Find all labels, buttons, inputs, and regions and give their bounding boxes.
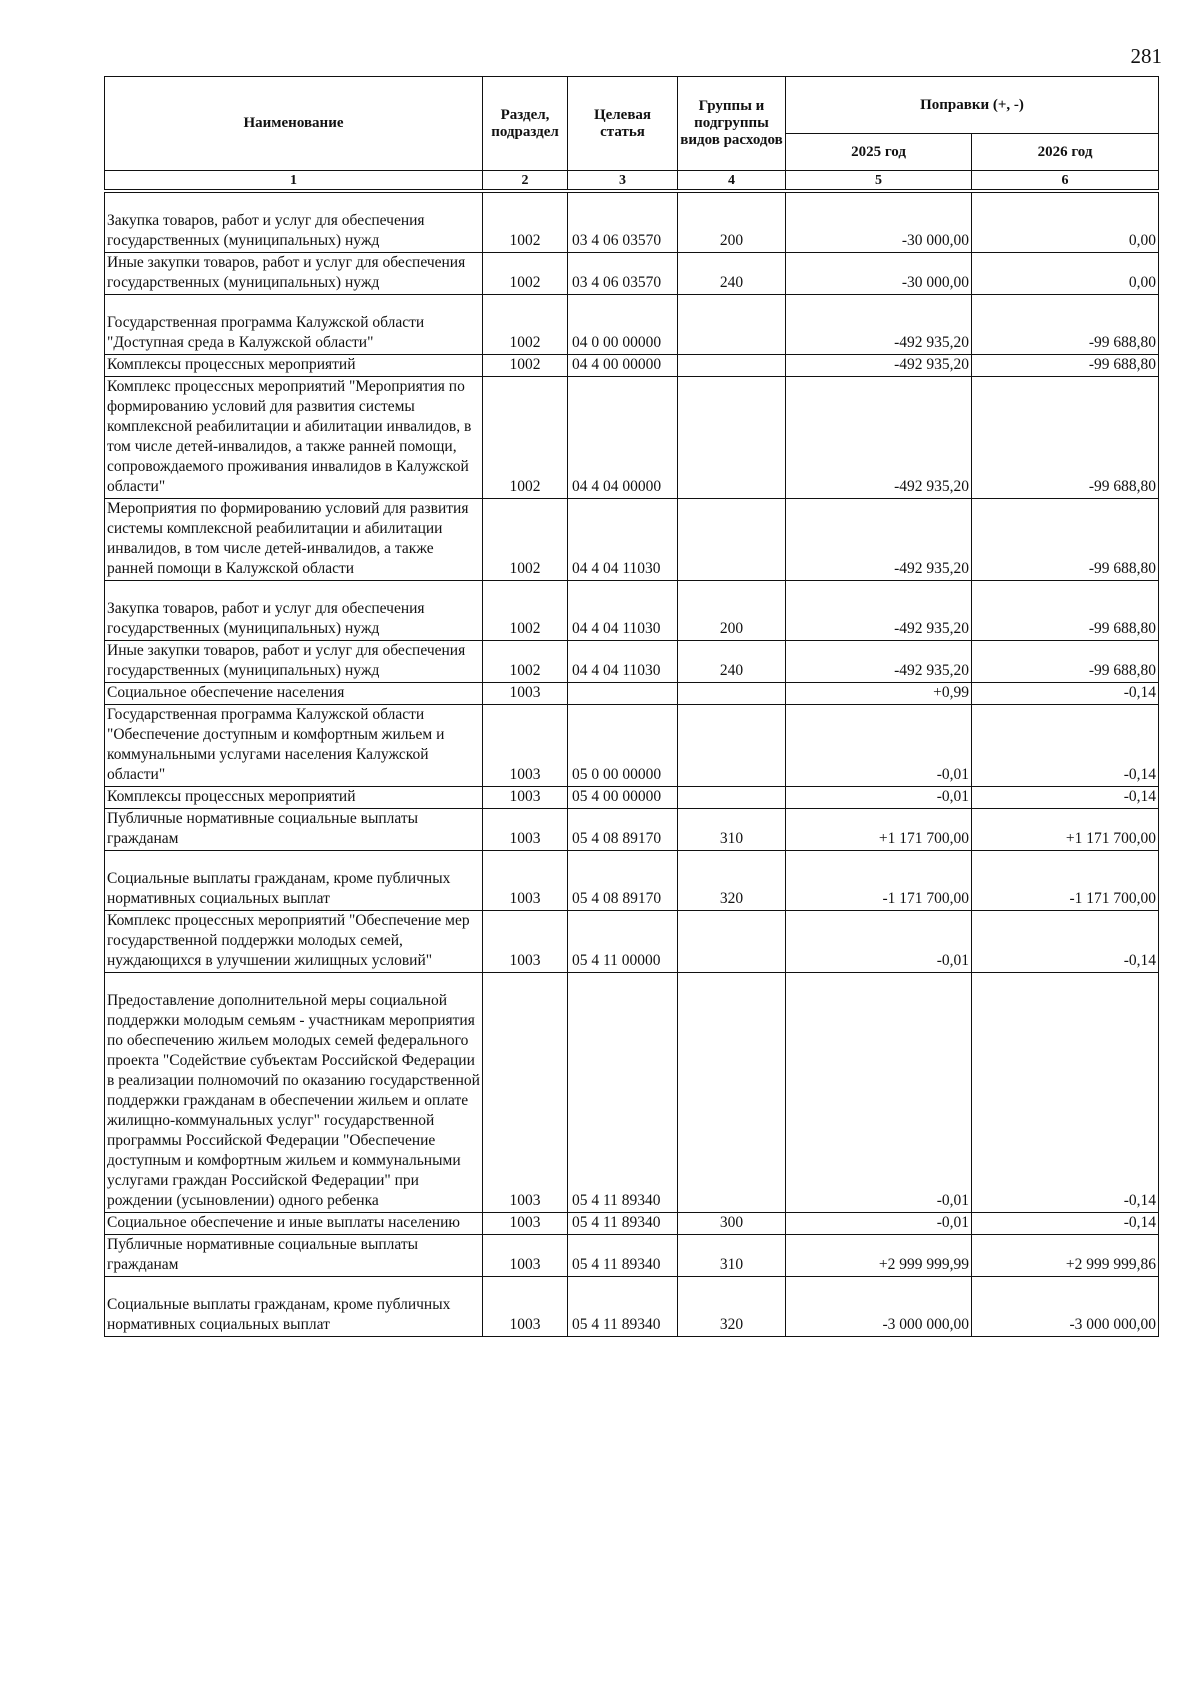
row-amount-2025: -1 171 700,00 (786, 851, 972, 911)
row-section-code: 1003 (483, 1213, 568, 1235)
table-body (105, 191, 1159, 1337)
row-section-code: 1003 (483, 911, 568, 973)
row-name: Мероприятия по формированию условий для развития системы комплексной реабилитации и абилитации инвалидов, в том числе детей-инвалидов, а также ранней помощи в Калужской области (105, 499, 483, 581)
row-section-code: 1002 (483, 499, 568, 581)
column-number-row (105, 171, 1159, 192)
row-amount-2025: +0,99 (786, 683, 972, 705)
row-target-article: 05 4 11 89340 (568, 1277, 678, 1337)
row-amount-2026: -0,14 (972, 1213, 1159, 1235)
header-target-article: Целевая статья (568, 77, 678, 171)
row-amount-2025: -0,01 (786, 1213, 972, 1235)
column-number: 1 (105, 171, 483, 192)
row-amount-2026: +2 999 999,86 (972, 1235, 1159, 1277)
row-amount-2026: -99 688,80 (972, 581, 1159, 641)
row-name: Иные закупки товаров, работ и услуг для обеспечения государственных (муниципальных) нужд (105, 253, 483, 295)
row-expense-group: 240 (678, 641, 786, 683)
row-name: Социальные выплаты гражданам, кроме публичных нормативных социальных выплат (105, 851, 483, 911)
header-amendments: Поправки (+, -) (786, 77, 1159, 134)
row-name: Закупка товаров, работ и услуг для обеспечения государственных (муниципальных) нужд (105, 581, 483, 641)
table-header (105, 77, 1159, 192)
row-expense-group: 320 (678, 851, 786, 911)
row-target-article: 04 0 00 00000 (568, 295, 678, 355)
row-section-code: 1002 (483, 253, 568, 295)
row-amount-2026: -0,14 (972, 787, 1159, 809)
row-section-code: 1003 (483, 1277, 568, 1337)
row-amount-2026: -99 688,80 (972, 641, 1159, 683)
row-target-article: 05 4 00 00000 (568, 787, 678, 809)
table-row (105, 253, 1159, 295)
row-amount-2025: -492 935,20 (786, 377, 972, 499)
header-section: Раздел, подраздел (483, 77, 568, 171)
row-amount-2026: -0,14 (972, 705, 1159, 787)
row-target-article: 03 4 06 03570 (568, 191, 678, 253)
row-section-code: 1003 (483, 809, 568, 851)
row-section-code: 1003 (483, 973, 568, 1213)
row-amount-2025: -0,01 (786, 973, 972, 1213)
row-target-article: 04 4 04 00000 (568, 377, 678, 499)
row-amount-2026: 0,00 (972, 253, 1159, 295)
table-row (105, 355, 1159, 377)
row-amount-2025: -30 000,00 (786, 191, 972, 253)
row-name: Закупка товаров, работ и услуг для обеспечения государственных (муниципальных) нужд (105, 191, 483, 253)
row-expense-group: 300 (678, 1213, 786, 1235)
row-target-article: 05 4 08 89170 (568, 809, 678, 851)
row-amount-2026: -99 688,80 (972, 377, 1159, 499)
table-row (105, 581, 1159, 641)
row-section-code: 1002 (483, 295, 568, 355)
row-section-code: 1003 (483, 787, 568, 809)
table-row (105, 851, 1159, 911)
row-amount-2025: -492 935,20 (786, 355, 972, 377)
table-row (105, 191, 1159, 253)
row-expense-group: 310 (678, 809, 786, 851)
table-row (105, 499, 1159, 581)
row-target-article: 05 4 11 89340 (568, 1235, 678, 1277)
row-target-article (568, 683, 678, 705)
row-name: Государственная программа Калужской области "Обеспечение доступным и комфортным жильем и коммунальными услугами населения Калужской области" (105, 705, 483, 787)
row-expense-group (678, 499, 786, 581)
row-name: Комплекс процессных мероприятий "Обеспечение мер государственной поддержки молодых семей, нуждающихся в улучшении жилищных условий" (105, 911, 483, 973)
row-target-article: 05 0 00 00000 (568, 705, 678, 787)
row-target-article: 03 4 06 03570 (568, 253, 678, 295)
row-amount-2026: 0,00 (972, 191, 1159, 253)
row-amount-2025: +2 999 999,99 (786, 1235, 972, 1277)
table-row (105, 787, 1159, 809)
column-number: 4 (678, 171, 786, 192)
row-name: Публичные нормативные социальные выплаты гражданам (105, 1235, 483, 1277)
header-name: Наименование (105, 77, 483, 171)
row-name: Предоставление дополнительной меры социальной поддержки молодым семьям - участникам мероприятия по обеспечению жильем молодых семей федерального проекта "Содействие субъектам Российской Федерации в реализации полномочий по оказанию государственной поддержки гражданам в обеспечении жильем и оплате жилищно-коммунальных услуг" государственной программы Российской Федерации "Обеспечение доступным и комфортным жильем и коммунальными услугами граждан Российской Федерации" при рождении (усыновлении) одного ребенка (105, 973, 483, 1213)
row-target-article: 04 4 04 11030 (568, 581, 678, 641)
table-row (105, 377, 1159, 499)
row-amount-2026: -99 688,80 (972, 355, 1159, 377)
header-expense-groups: Группы и подгруппы видов расходов (678, 77, 786, 171)
row-name: Социальные выплаты гражданам, кроме публичных нормативных социальных выплат (105, 1277, 483, 1337)
row-amount-2025: -0,01 (786, 705, 972, 787)
row-name: Комплекс процессных мероприятий "Мероприятия по формированию условий для развития системы комплексной реабилитации и абилитации инвалидов, в том числе детей-инвалидов, а также ранней помощи, сопровождаемого проживания инвалидов в Калужской области" (105, 377, 483, 499)
row-expense-group: 240 (678, 253, 786, 295)
row-amount-2025: -492 935,20 (786, 641, 972, 683)
table-row (105, 705, 1159, 787)
row-expense-group (678, 911, 786, 973)
column-number: 6 (972, 171, 1159, 192)
row-name: Государственная программа Калужской области "Доступная среда в Калужской области" (105, 295, 483, 355)
row-amount-2025: -30 000,00 (786, 253, 972, 295)
row-expense-group (678, 705, 786, 787)
row-section-code: 1002 (483, 641, 568, 683)
row-amount-2026: -1 171 700,00 (972, 851, 1159, 911)
row-amount-2025: -492 935,20 (786, 581, 972, 641)
table-row (105, 809, 1159, 851)
row-name: Публичные нормативные социальные выплаты гражданам (105, 809, 483, 851)
row-target-article: 05 4 11 00000 (568, 911, 678, 973)
row-section-code: 1002 (483, 377, 568, 499)
row-expense-group (678, 973, 786, 1213)
row-target-article: 04 4 00 00000 (568, 355, 678, 377)
table-row (105, 1213, 1159, 1235)
row-section-code: 1002 (483, 191, 568, 253)
row-target-article: 05 4 11 89340 (568, 1213, 678, 1235)
row-amount-2026: -0,14 (972, 973, 1159, 1213)
header-year-2025: 2025 год (786, 134, 972, 171)
row-section-code: 1003 (483, 851, 568, 911)
row-amount-2026: -0,14 (972, 683, 1159, 705)
row-expense-group: 200 (678, 191, 786, 253)
row-name: Комплексы процессных мероприятий (105, 787, 483, 809)
row-expense-group: 320 (678, 1277, 786, 1337)
row-expense-group: 310 (678, 1235, 786, 1277)
table-row (105, 1235, 1159, 1277)
row-name: Социальное обеспечение населения (105, 683, 483, 705)
column-number: 3 (568, 171, 678, 192)
row-expense-group (678, 683, 786, 705)
row-expense-group (678, 787, 786, 809)
row-name: Комплексы процессных мероприятий (105, 355, 483, 377)
row-section-code: 1003 (483, 683, 568, 705)
row-section-code: 1003 (483, 705, 568, 787)
row-amount-2025: +1 171 700,00 (786, 809, 972, 851)
row-expense-group (678, 295, 786, 355)
column-number: 2 (483, 171, 568, 192)
row-amount-2026: -3 000 000,00 (972, 1277, 1159, 1337)
row-amount-2025: -0,01 (786, 787, 972, 809)
row-target-article: 04 4 04 11030 (568, 641, 678, 683)
table-row (105, 911, 1159, 973)
row-amount-2025: -3 000 000,00 (786, 1277, 972, 1337)
row-target-article: 05 4 11 89340 (568, 973, 678, 1213)
table-row (105, 1277, 1159, 1337)
row-amount-2025: -492 935,20 (786, 295, 972, 355)
row-amount-2026: +1 171 700,00 (972, 809, 1159, 851)
row-amount-2026: -0,14 (972, 911, 1159, 973)
row-expense-group: 200 (678, 581, 786, 641)
row-expense-group (678, 377, 786, 499)
row-target-article: 05 4 08 89170 (568, 851, 678, 911)
header-year-2026: 2026 год (972, 134, 1159, 171)
table-row (105, 683, 1159, 705)
table-row (105, 295, 1159, 355)
row-name: Социальное обеспечение и иные выплаты населению (105, 1213, 483, 1235)
row-section-code: 1002 (483, 355, 568, 377)
row-amount-2025: -492 935,20 (786, 499, 972, 581)
page-number: 281 (1130, 44, 1162, 68)
row-name: Иные закупки товаров, работ и услуг для обеспечения государственных (муниципальных) нужд (105, 641, 483, 683)
row-amount-2026: -99 688,80 (972, 499, 1159, 581)
column-number: 5 (786, 171, 972, 192)
row-section-code: 1003 (483, 1235, 568, 1277)
budget-amendments-table (104, 76, 1159, 1337)
row-target-article: 04 4 04 11030 (568, 499, 678, 581)
row-amount-2026: -99 688,80 (972, 295, 1159, 355)
table-row (105, 641, 1159, 683)
table-row (105, 973, 1159, 1213)
row-section-code: 1002 (483, 581, 568, 641)
row-amount-2025: -0,01 (786, 911, 972, 973)
row-expense-group (678, 355, 786, 377)
